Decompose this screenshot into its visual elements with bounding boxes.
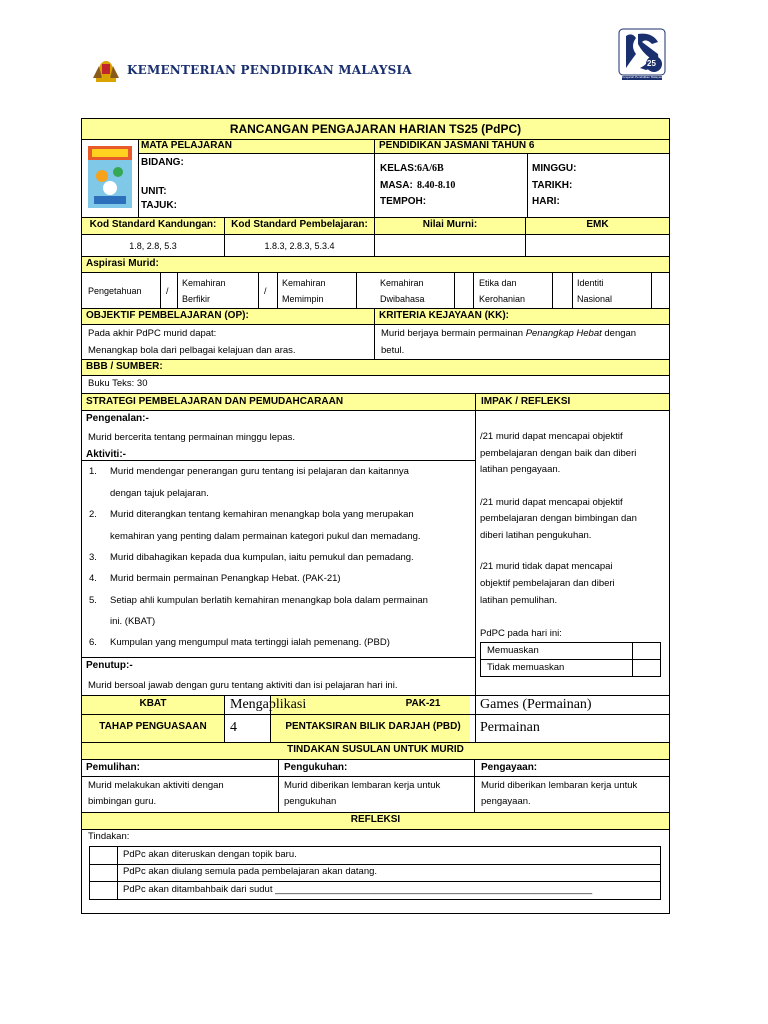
hari-label: HARI: [532,196,560,207]
kelas-value: 6A/6B [417,163,444,174]
tarikh-label: TARIKH: [532,180,573,191]
impak-line-5: pembelajaran dengan bimbingan dan [480,513,637,524]
ksp-label: Kod Standard Pembelajaran: [231,219,368,230]
kelas-label: KELAS: [380,163,418,174]
pengayaan-line-1: Murid diberikan lembaran kerja untuk [481,780,638,791]
aspirasi-kerohanian-1: Etika dan [479,278,517,288]
kk-line-1-italic: Penangkap Hebat [525,328,602,339]
strategi-label: STRATEGI PEMBELAJARAN DAN PEMUDAHCARAAN [86,396,344,407]
penutup-text: Murid bersoal jawab dengan guru tentang aktiviti dan isi pelajaran hari ini. [88,680,398,691]
op-line-2: Menangkap bola dari pelbagai kelajuan dan aras. [88,345,296,356]
pemulihan-label: Pemulihan: [86,762,140,773]
ksp-value: 1.8.3, 2.8.3, 5.3.4 [264,241,335,251]
kk-line-1 [381,328,636,340]
subject-value: PENDIDIKAN JASMANI TAHUN 6 [379,140,535,151]
pemulihan-line-1: Murid melakukan aktiviti dengan [88,780,224,791]
refleksi-label: REFLEKSI [350,814,401,825]
aktiviti-2-line2: kemahiran yang penting dalam permainan kategori pukul dan memadang. [110,531,421,542]
tindakan-item-2: PdPc akan diulang semula pada pembelajaran akan datang. [123,866,378,877]
ts25-logo-number: 25 [647,59,656,68]
ministry-name: KEMENTERIAN PENDIDIKAN MALAYSIA [127,63,412,77]
impak-line-9: latihan pemulihan. [480,595,558,606]
emk-label: EMK [586,219,609,230]
impak-line-4: /21 murid dapat mencapai objektif [480,497,623,508]
memuaskan-checkbox[interactable] [633,643,660,659]
aktiviti-1-line1: Murid mendengar penerangan guru tentang isi pelajaran dan kaitannya [110,466,409,477]
ministry-crest [90,56,122,84]
tindakan-label: Tindakan: [88,831,130,842]
aspirasi-nasional-2: Nasional [577,294,613,304]
aktiviti-1-line2: dengan tajuk pelajaran. [110,488,209,499]
aktiviti-5-line1: Setiap ahli kumpulan berlatih kemahiran menangkap bola dalam permainan [110,595,428,606]
op-line-1: Pada akhir PdPC murid dapat: [88,328,217,339]
kk-label: KRITERIA KEJAYAAN (KK): [379,310,510,321]
aktiviti-3-line1: Murid dibahagikan kepada dua kumpulan, iaitu pemukul dan pemadang. [110,552,414,563]
ts25-logo-caption: Pengarah Pendidikan Malaysia [621,75,663,79]
aspirasi-dwibahasa-2: Dwibahasa [380,294,425,304]
penutup-label: Penutup:- [86,660,133,671]
minggu-label: MINGGU: [532,163,577,174]
pengukuhan-label: Pengukuhan: [284,762,348,773]
aktiviti-5-line2: ini. (KBAT) [110,616,156,627]
memuaskan-label: Memuaskan [487,645,539,656]
masa-label: MASA: [380,180,413,191]
impak-line-2: pembelajaran dengan baik dan diberi [480,448,637,459]
tindakan-item-3: PdPc akan ditambahbaik dari sudut ____________________________________________________________ [123,884,593,895]
aktiviti-4-line1: Murid bermain permainan Penangkap Hebat. (PAK-21) [110,573,341,584]
nilai-murni-label: Nilai Murni: [422,219,478,230]
ts25-logo [618,28,666,82]
aspirasi-nasional-1: Identiti [577,278,604,288]
aktiviti-5-num: 5. [89,595,97,606]
kbat-label: KBAT [139,698,167,709]
tempoh-label: TEMPOH: [380,196,427,207]
pengayaan-line-2: pengayaan. [481,796,531,807]
kbat-value: Mengaplikasi [230,697,307,712]
tahap-label: TAHAP PENGUASAAN [99,721,207,732]
pdpc-hari-ini: PdPC pada hari ini: [480,628,562,639]
unit-label: UNIT: [141,186,167,197]
pengenalan-label: Pengenalan:- [86,413,149,424]
pengayaan-label: Pengayaan: [481,762,538,773]
pak-label: PAK-21 [405,698,441,709]
masa-value: 8.40-8.10 [417,180,456,191]
impak-line-7: /21 murid tidak dapat mencapai [480,561,613,572]
tindakan-checkbox-1[interactable] [90,847,117,864]
ksk-value: 1.8, 2.8, 5.3 [129,241,177,251]
kk-line-1-pre: Murid berjaya bermain permainan [381,328,526,339]
form-title: RANCANGAN PENGAJARAN HARIAN TS25 (PdPC) [229,122,522,136]
aspirasi-mark-1: / [166,286,169,296]
tindakan-item-1: PdPc akan diteruskan dengan topik baru. [123,849,297,860]
aspirasi-mark-2: / [264,286,267,296]
impak-line-6: diberi latihan pengukuhan. [480,530,592,541]
tindakan-checkbox-3[interactable] [90,882,117,899]
bbb-label: BBB / SUMBER: [86,361,163,372]
pbd-label: PENTAKSIRAN BILIK DARJAH (PBD) [285,721,461,732]
aktiviti-2-line1: Murid diterangkan tentang kemahiran menangkap bola yang merupakan [110,509,414,520]
pengukuhan-line-1: Murid diberikan lembaran kerja untuk [284,780,441,791]
tidak-memuaskan-checkbox[interactable] [633,660,660,676]
impak-label: IMPAK / REFLEKSI [481,396,571,407]
aspirasi-dwibahasa-1: Kemahiran [380,278,424,288]
aktiviti-1-num: 1. [89,466,97,477]
impak-line-1: /21 murid dapat mencapai objektif [480,431,623,442]
kk-line-1-post: dengan [601,328,637,339]
pak-value: Games (Permainan) [480,697,592,712]
pengukuhan-line-2: pengukuhan [284,796,337,807]
bidang-label: BIDANG: [141,157,184,168]
pbd-value: Permainan [480,720,540,735]
impak-line-3: latihan pengayaan. [480,464,561,475]
aktiviti-label: Aktiviti:- [86,449,126,460]
mata-pelajaran-label: MATA PELAJARAN [141,140,232,151]
pemulihan-line-2: bimbingan guru. [88,796,157,807]
tajuk-label: TAJUK: [141,200,177,211]
tindakan-checkbox-2[interactable] [90,865,117,881]
aspirasi-memimpin-2: Memimpin [282,294,324,304]
aspirasi-label: Aspirasi Murid: [86,258,159,269]
aspirasi-memimpin-1: Kemahiran [282,278,326,288]
aktiviti-6-line1: Kumpulan yang mengumpul mata tertinggi ialah pemenang. (PBD) [110,637,390,648]
aspirasi-berfikir-2: Berfikir [182,294,211,304]
kk-line-2: betul. [381,345,405,356]
op-label: OBJEKTIF PEMBELAJARAN (OP): [86,310,249,321]
aktiviti-2-num: 2. [89,509,97,520]
aspirasi-pengetahuan: Pengetahuan [88,286,142,296]
aspirasi-berfikir-1: Kemahiran [182,278,226,288]
aktiviti-3-num: 3. [89,552,97,563]
aktiviti-6-num: 6. [89,637,97,648]
bbb-value: Buku Teks: 30 [88,378,148,389]
pengenalan-text: Murid bercerita tentang permainan minggu lepas. [88,432,296,443]
aktiviti-4-num: 4. [89,573,97,584]
impak-line-8: objektif pembelajaran dan diberi [480,578,615,589]
tahap-value: 4 [230,720,237,735]
aspirasi-kerohanian-2: Kerohanian [479,294,526,304]
tidak-memuaskan-label: Tidak memuaskan [487,662,565,673]
textbook-cover-image [88,146,132,208]
ksk-label: Kod Standard Kandungan: [89,219,217,230]
tindakan-susulan-label: TINDAKAN SUSULAN UNTUK MURID [287,744,464,755]
